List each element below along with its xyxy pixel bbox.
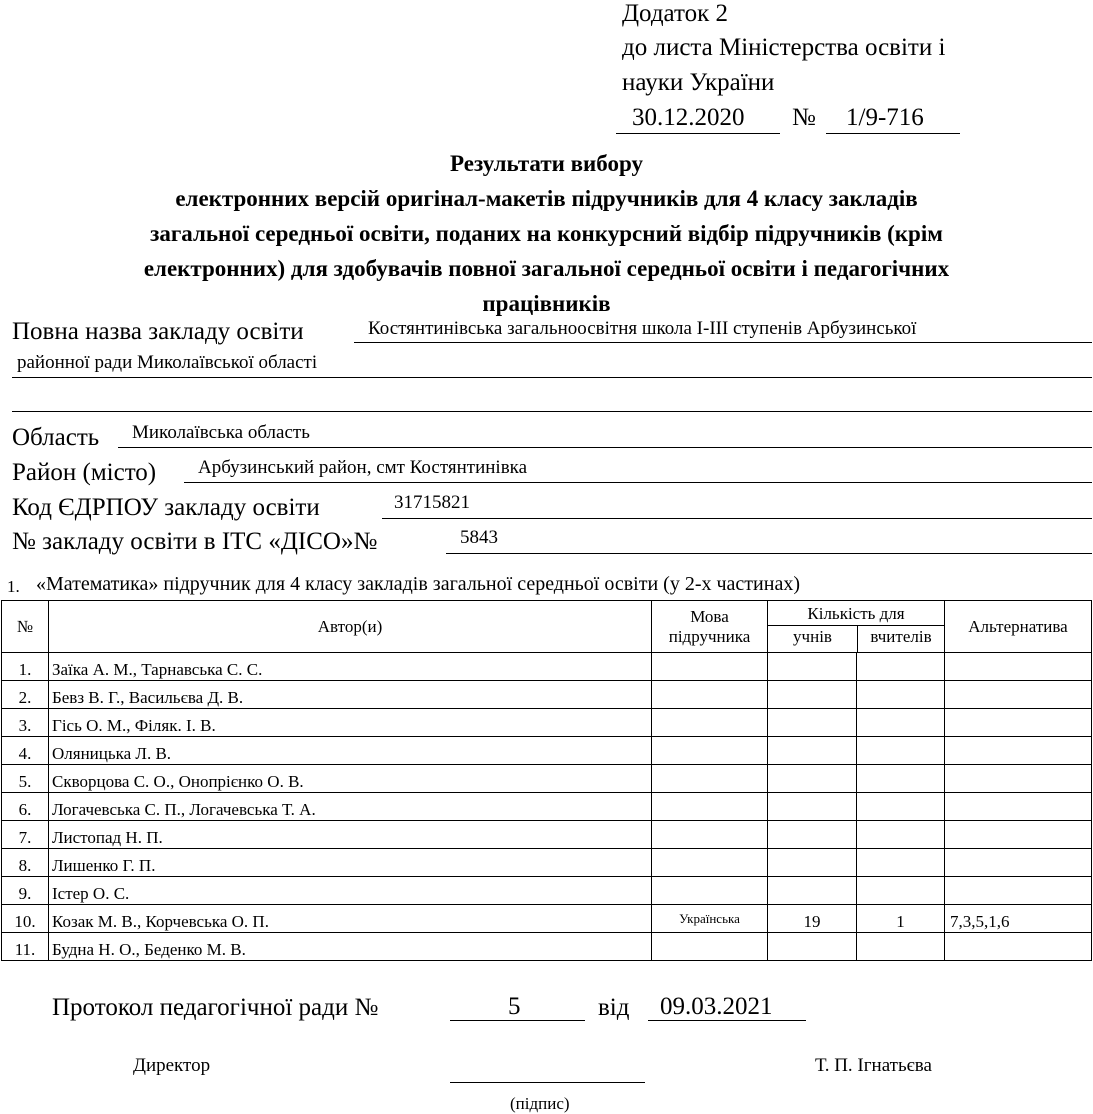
row-students: [768, 653, 857, 681]
header-author: Автор(и): [49, 601, 652, 653]
row-teachers: [857, 933, 945, 961]
row-number: 8.: [2, 849, 49, 877]
row-number: 11.: [2, 933, 49, 961]
row-alternative: [945, 653, 1092, 681]
row-author: Оляницька Л. В.: [49, 737, 652, 765]
district-label: Район (місто): [12, 459, 157, 486]
protocol-number: 5: [508, 993, 521, 1020]
edrpou-value: 31715821: [394, 492, 470, 513]
row-number: 9.: [2, 877, 49, 905]
row-students: [768, 877, 857, 905]
itc-label: № закладу освіти в ІТС «ДІСО»№: [12, 528, 378, 555]
row-teachers: [857, 877, 945, 905]
row-students: [768, 821, 857, 849]
row-number: 7.: [2, 821, 49, 849]
document-title: [0, 146, 1093, 321]
letter-number-sign: №: [792, 104, 816, 131]
row-alternative: 7,3,5,1,6: [945, 905, 1092, 933]
row-author: Гісь О. М., Філяк. І. В.: [49, 709, 652, 737]
row-language: [652, 737, 768, 765]
textbook-table: [1, 600, 1092, 961]
letter-date: 30.12.2020: [632, 104, 745, 131]
row-teachers: [857, 793, 945, 821]
row-alternative: [945, 821, 1092, 849]
row-author: Заїка А. М., Тарнавська С. С.: [49, 653, 652, 681]
row-alternative: [945, 737, 1092, 765]
protocol-from-label: від: [598, 994, 630, 1021]
row-teachers: [857, 681, 945, 709]
row-language: [652, 653, 768, 681]
table-row: [2, 737, 1092, 765]
table-row: [2, 933, 1092, 961]
row-students: [768, 709, 857, 737]
school-name-underline-3: [12, 386, 1092, 412]
itc-value: 5843: [460, 527, 498, 548]
row-students: 19: [768, 905, 857, 933]
district-value: Арбузинський район, смт Костянтинівка: [198, 457, 528, 478]
row-teachers: 1: [857, 905, 945, 933]
table-row: [2, 877, 1092, 905]
school-name-label: Повна назва закладу освіти: [12, 318, 304, 345]
row-author: Лишенко Г. П.: [49, 849, 652, 877]
appendix-ministry-line: науки України: [622, 69, 775, 96]
section-title: «Математика» підручник для 4 класу закладів загальної середньої освіти (у 2-х частинах): [36, 573, 800, 595]
appendix-label: Додаток 2: [622, 0, 728, 27]
region-label: Область: [12, 424, 100, 451]
row-alternative: [945, 709, 1092, 737]
row-language: [652, 933, 768, 961]
director-label: Директор: [133, 1055, 211, 1076]
row-language: [652, 709, 768, 737]
header-quantity-label: Кількість для: [768, 601, 944, 626]
protocol-date: 09.03.2021: [660, 993, 773, 1020]
row-alternative: [945, 849, 1092, 877]
row-author: Листопад Н. П.: [49, 821, 652, 849]
title-line-1: Результати вибору: [450, 151, 643, 176]
row-language: [652, 849, 768, 877]
row-teachers: [857, 765, 945, 793]
protocol-label: Протокол педагогічної ради №: [52, 994, 379, 1021]
row-students: [768, 681, 857, 709]
header-num: №: [2, 601, 49, 653]
header-teachers: вчителів: [870, 627, 932, 646]
row-author: Істер О. С.: [49, 877, 652, 905]
signature-line: [450, 1060, 645, 1083]
row-alternative: [945, 793, 1092, 821]
row-teachers: [857, 737, 945, 765]
row-alternative: [945, 933, 1092, 961]
row-number: 2.: [2, 681, 49, 709]
row-number: 1.: [2, 653, 49, 681]
row-students: [768, 933, 857, 961]
row-alternative: [945, 765, 1092, 793]
signature-caption: (підпис): [510, 1094, 570, 1113]
row-number: 4.: [2, 737, 49, 765]
table-row: [2, 849, 1092, 877]
school-name-value-1: Костянтинівська загальноосвітня школа І-ІІІ ступенів Арбузинської: [368, 318, 917, 339]
header-language-line-2: підручника: [668, 626, 751, 646]
title-line-3: загальної середньої освіти, поданих на конкурсний відбір підручників (крім: [150, 221, 943, 246]
row-number: 5.: [2, 765, 49, 793]
appendix-letter-line: до листа Міністерства освіти і: [622, 34, 946, 61]
row-students: [768, 849, 857, 877]
row-number: 10.: [2, 905, 49, 933]
row-alternative: [945, 877, 1092, 905]
region-value: Миколаївська область: [132, 422, 310, 443]
header-alternative: Альтернатива: [945, 601, 1092, 653]
row-language: [652, 877, 768, 905]
row-teachers: [857, 849, 945, 877]
row-language: [652, 821, 768, 849]
table-row: [2, 681, 1092, 709]
section-number: 1.: [7, 577, 20, 596]
letter-number: 1/9-716: [846, 104, 924, 131]
header-students: учнів: [768, 626, 858, 652]
row-author: Бевз В. Г., Васильєва Д. В.: [49, 681, 652, 709]
row-students: [768, 737, 857, 765]
edrpou-label: Код ЄДРПОУ закладу освіти: [12, 494, 320, 521]
school-name-value-2: районної ради Миколаївської області: [17, 352, 318, 373]
row-teachers: [857, 709, 945, 737]
row-language: [652, 681, 768, 709]
header-language-line-1: Мова: [690, 606, 729, 626]
row-teachers: [857, 821, 945, 849]
row-author: Козак М. В., Корчевська О. П.: [49, 905, 652, 933]
table-row: [2, 653, 1092, 681]
itc-underline: [446, 528, 1092, 554]
header-language: [652, 601, 768, 653]
row-students: [768, 765, 857, 793]
row-author: Логачевська С. П., Логачевська Т. А.: [49, 793, 652, 821]
row-number: 3.: [2, 709, 49, 737]
row-alternative: [945, 681, 1092, 709]
row-language: [652, 765, 768, 793]
table-row: [2, 765, 1092, 793]
title-line-5: працівників: [482, 291, 611, 316]
table-row: [2, 821, 1092, 849]
title-line-2: електронних версій оригінал-макетів підручників для 4 класу закладів: [175, 186, 918, 211]
title-line-4: електронних) для здобувачів повної загальної середньої освіти і педагогічних: [143, 256, 950, 281]
row-teachers: [857, 653, 945, 681]
row-students: [768, 793, 857, 821]
row-author: Скворцова С. О., Онопрієнко О. В.: [49, 765, 652, 793]
edrpou-underline: [382, 493, 1092, 519]
row-language: [652, 793, 768, 821]
row-number: 6.: [2, 793, 49, 821]
table-row: [2, 709, 1092, 737]
director-name: Т. П. Ігнатьєва: [815, 1055, 932, 1076]
header-quantity: [768, 601, 945, 653]
row-author: Будна Н. О., Беденко М. В.: [49, 933, 652, 961]
table-row: [2, 905, 1092, 933]
table-row: [2, 793, 1092, 821]
row-language: Українська: [652, 905, 768, 933]
